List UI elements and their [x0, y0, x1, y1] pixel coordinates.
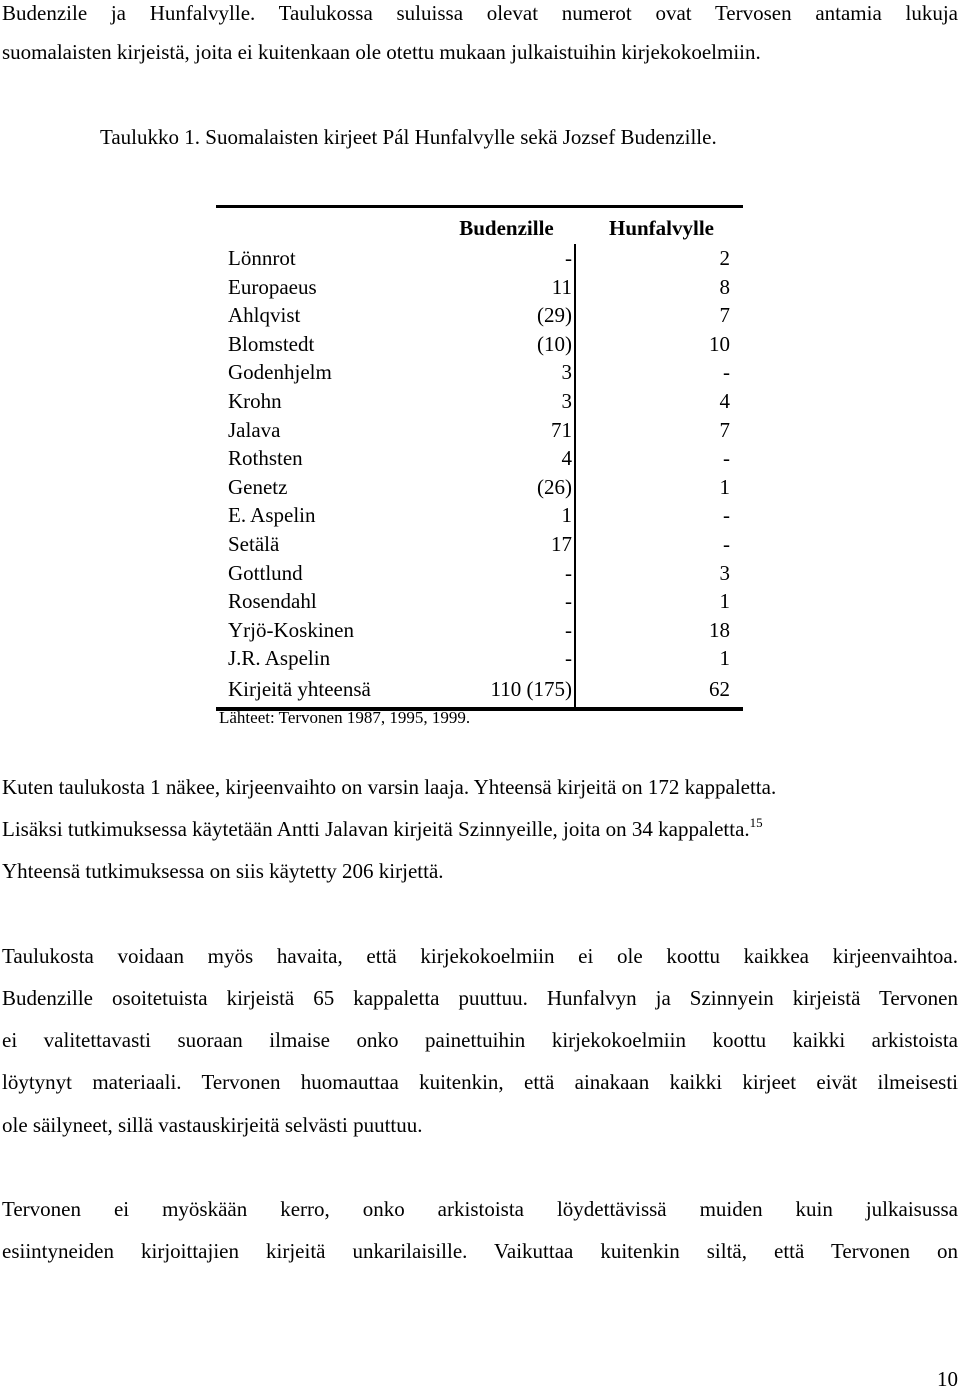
table-row	[216, 559, 743, 588]
budenzille-count-cell: -	[417, 644, 576, 673]
footnote-ref: 15	[749, 815, 763, 830]
para1-line-3: Yhteensä tutkimuksessa on siis käytetty 206 kirjettä.	[2, 859, 444, 883]
author-name-cell: Jalava	[228, 417, 281, 442]
intro-line-1: Budenzile ja Hunfalvylle. Taulukossa suluissa olevat numerot ovat Tervosen antamia lukuja	[2, 1, 958, 25]
total-hunfalvylle: 62	[709, 676, 730, 701]
table-row	[216, 330, 743, 359]
hunfalvylle-count-cell: 7	[719, 417, 730, 442]
table-source: Lähteet: Tervonen 1987, 1995, 1999.	[219, 708, 471, 727]
table-total-row	[216, 673, 743, 707]
para2-line-4: löytynyt materiaali. Tervonen huomauttaa kuitenkin, että ainakaan kaikki kirjeet eivät ilmeisesti	[2, 1070, 958, 1094]
budenzille-count-cell: (29)	[417, 301, 576, 330]
hunfalvylle-count-cell: 1	[719, 589, 730, 614]
budenzille-count-cell: (10)	[417, 330, 576, 359]
table-row	[216, 273, 743, 302]
table-row	[216, 244, 743, 273]
hunfalvylle-count-cell: 7	[719, 303, 730, 328]
author-name-cell: Gottlund	[228, 560, 303, 585]
table-header-row	[216, 208, 743, 244]
author-name-cell: Ahlqvist	[228, 303, 301, 328]
budenzille-count-cell: -	[417, 244, 576, 273]
total-label: Kirjeitä yhteensä	[228, 676, 371, 701]
hunfalvylle-count-cell: 10	[709, 331, 730, 356]
budenzille-count-cell: -	[417, 559, 576, 588]
author-name-cell: J.R. Aspelin	[228, 646, 331, 671]
author-name-cell: E. Aspelin	[228, 503, 316, 528]
intro-line-2: suomalaisten kirjeistä, joita ei kuitenkaan ole otettu mukaan julkaistuihin kirjekokoelmiin.	[2, 40, 761, 64]
header-hunfalvylle: Hunfalvylle	[608, 216, 714, 240]
table-row	[216, 616, 743, 645]
author-name-cell: Krohn	[228, 388, 282, 413]
table-row	[216, 444, 743, 473]
para1-line-1: Kuten taulukosta 1 näkee, kirjeenvaihto on varsin laaja. Yhteensä kirjeitä on 172 kappaletta.	[2, 775, 777, 799]
author-name-cell: Godenhjelm	[228, 360, 332, 385]
para3-line-1: Tervonen ei myöskään kerro, onko arkistoista löydettävissä muiden kuin julkaisussa	[2, 1197, 958, 1221]
table-row	[216, 473, 743, 502]
hunfalvylle-count-cell: -	[723, 360, 730, 385]
budenzille-count-cell: 4	[417, 444, 576, 473]
table-row	[216, 587, 743, 616]
para2-line-2: Budenzille osoitetuista kirjeistä 65 kappaletta puuttuu. Hunfalvyn ja Szinnyein kirjeistä Tervonen	[2, 986, 958, 1010]
header-budenzille: Budenzille	[459, 216, 554, 240]
table-body	[216, 244, 743, 673]
para2-line-1: Taulukosta voidaan myös havaita, että kirjekokoelmiin ei ole koottu kaikkea kirjeenvaihtoa.	[2, 944, 958, 968]
author-name-cell: Yrjö-Koskinen	[228, 617, 354, 642]
budenzille-count-cell: -	[417, 616, 576, 645]
budenzille-count-cell: (26)	[417, 473, 576, 502]
table-row	[216, 387, 743, 416]
hunfalvylle-count-cell: 1	[719, 474, 730, 499]
budenzille-count-cell: 3	[417, 358, 576, 387]
total-budenzille: 110 (175)	[417, 673, 576, 707]
author-name-cell: Europaeus	[228, 274, 317, 299]
para2-line-3: ei valitettavasti suoraan ilmaise onko painettuihin kirjekokoelmiin koottu kaikki arkistoista	[2, 1028, 958, 1052]
table-row	[216, 644, 743, 673]
hunfalvylle-count-cell: -	[723, 531, 730, 556]
table-row	[216, 530, 743, 559]
author-name-cell: Lönnrot	[228, 246, 296, 270]
table-row	[216, 416, 743, 445]
budenzille-count-cell: 71	[417, 416, 576, 445]
hunfalvylle-count-cell: 4	[719, 388, 730, 413]
author-name-cell: Setälä	[228, 531, 280, 556]
para3-line-2: esiintyneiden kirjoittajien kirjeitä unkarilaisille. Vaikuttaa kuitenkin siltä, että Tervonen on	[2, 1239, 958, 1263]
budenzille-count-cell: 17	[417, 530, 576, 559]
para2-line-5: ole säilyneet, sillä vastauskirjeitä selvästi puuttuu.	[2, 1113, 423, 1137]
budenzille-count-cell: -	[417, 587, 576, 616]
author-name-cell: Genetz	[228, 474, 288, 499]
table-row	[216, 358, 743, 387]
para1-line-2	[2, 816, 958, 842]
budenzille-count-cell: 1	[417, 501, 576, 530]
hunfalvylle-count-cell: 3	[719, 560, 730, 585]
hunfalvylle-count-cell: 18	[709, 617, 730, 642]
hunfalvylle-count-cell: -	[723, 446, 730, 471]
author-name-cell: Blomstedt	[228, 331, 315, 356]
hunfalvylle-count-cell: 8	[719, 274, 730, 299]
header-cell-empty	[216, 208, 417, 244]
budenzille-count-cell: 11	[417, 273, 576, 302]
author-name-cell: Rothsten	[228, 446, 303, 471]
hunfalvylle-count-cell: 1	[719, 646, 730, 671]
hunfalvylle-count-cell: -	[723, 503, 730, 528]
author-name-cell: Rosendahl	[228, 589, 317, 614]
para1-line-2-text: Lisäksi tutkimuksessa käytetään Antti Jalavan kirjeitä Szinnyeille, joita on 34 kappaletta.	[2, 817, 750, 841]
table-row	[216, 501, 743, 530]
table-caption: Taulukko 1. Suomalaisten kirjeet Pál Hunfalvylle sekä Jozsef Budenzille.	[100, 125, 717, 149]
page-number: 10	[937, 1367, 958, 1391]
budenzille-count-cell: 3	[417, 387, 576, 416]
table-row	[216, 301, 743, 330]
letters-table	[216, 205, 743, 711]
hunfalvylle-count-cell: 2	[719, 246, 730, 270]
